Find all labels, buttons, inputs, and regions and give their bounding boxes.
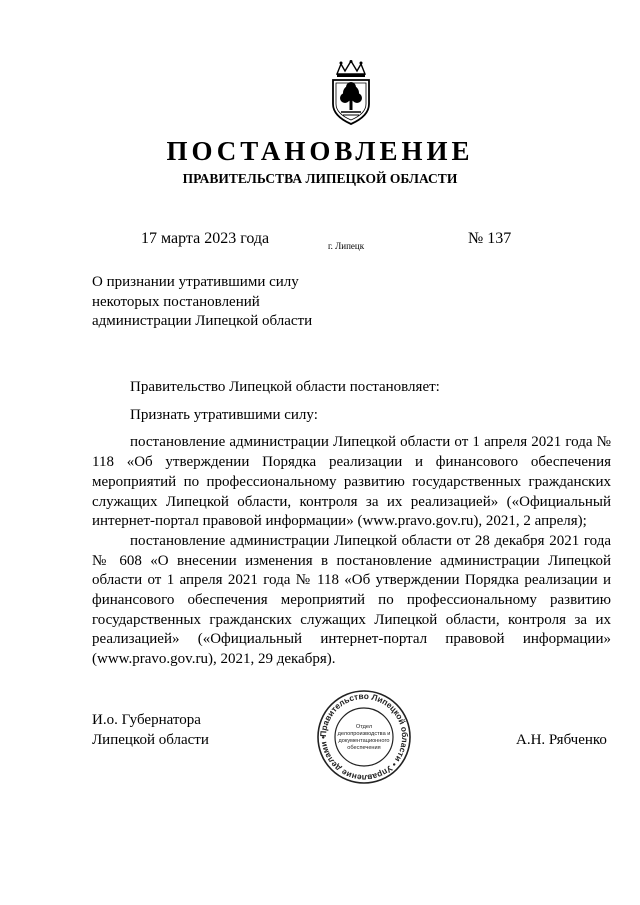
document-body — [92, 378, 611, 670]
body-paragraph: постановление администрации Липецкой области от 1 апреля 2021 года № 118 «Об утверждении Порядка реализации и финансового обеспечения мероприятий по профессиональному развитию государственных гражданских служащих Липецкой области, контроля за их реализацией» («Официальный интернет-портал правовой информации» (www.pravo.gov.ru), 2021, 2 апреля); — [92, 434, 611, 530]
signatory-name: А.Н. Рябченко — [516, 732, 607, 748]
subject-line: О признании утратившими силу — [92, 274, 299, 290]
document-number: № 137 — [468, 230, 512, 247]
signatory-position — [92, 710, 209, 750]
document-date: 17 марта 2023 года — [141, 230, 270, 247]
body-paragraph: Признать утратившими силу: — [130, 406, 318, 423]
document-city: г. Липецк — [328, 241, 365, 251]
document-subtitle: ПРАВИТЕЛЬСТВА ЛИПЕЦКОЙ ОБЛАСТИ — [182, 171, 458, 186]
document-title: ПОСТАНОВЛЕНИЕ — [166, 136, 474, 166]
stamp-inner-line: Отдел — [355, 724, 373, 730]
subject-line: некоторых постановлений — [92, 293, 260, 310]
body-paragraph: Правительство Липецкой области постановляет: — [130, 379, 440, 395]
body-paragraph: постановление администрации Липецкой области от 28 декабря 2021 года № 608 «О внесении изменения в постановление администрации Липецкой области от 1 апреля 2021 года № 118 «Об утверждении Порядка реализации и финансового обеспечения мероприятий по профессиональному развитию государственных гражданских служащих Липецкой области, контроля за их реализацией» («Официальный интернет-портал правовой информации» (www.pravo.gov.ru), 2021, 29 декабря). — [92, 532, 611, 668]
official-stamp-icon — [316, 689, 412, 785]
stamp-inner-line: документационного — [338, 738, 390, 744]
stamp-inner-line: делопроизводства и — [337, 731, 391, 737]
stamp-outer-text: Правительство Липецкой области • Управление делами • — [317, 690, 411, 784]
coat-of-arms-icon — [327, 60, 375, 126]
signatory-position-line: И.о. Губернатора — [92, 712, 201, 728]
signatory-position-line: Липецкой области — [92, 732, 209, 748]
document-subject — [92, 273, 352, 332]
stamp-inner-line: обеспечения — [347, 745, 381, 751]
subject-line: администрации Липецкой области — [92, 313, 313, 329]
